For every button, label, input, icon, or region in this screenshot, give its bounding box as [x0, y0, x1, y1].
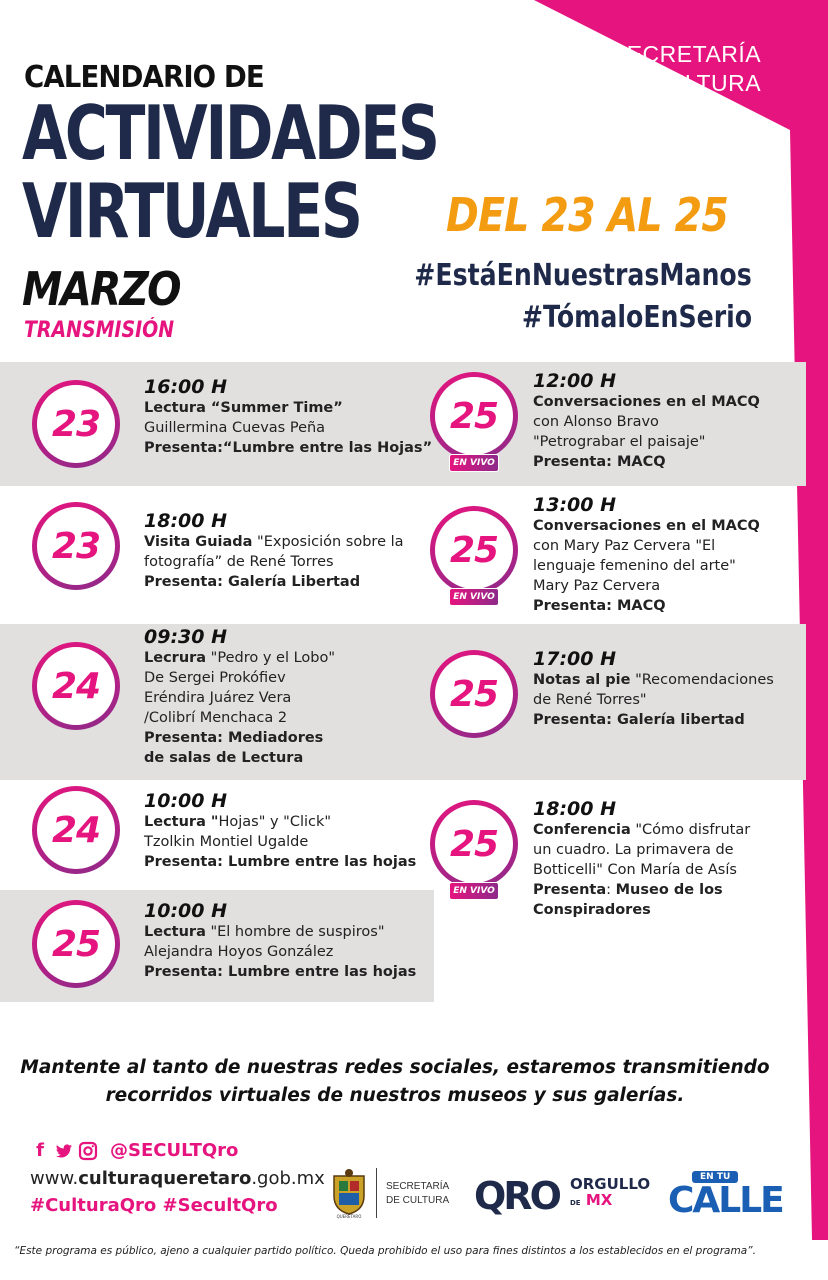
event-line-bold: Lecrura: [144, 650, 207, 666]
event-line: [144, 532, 404, 552]
event-details: [533, 370, 760, 472]
hashtag-esta-en-nuestras-manos: #EstáEnNuestrasManos: [414, 258, 752, 293]
sec-logo-line1: SECRETARÍA: [386, 1181, 450, 1192]
event-line: [533, 860, 750, 880]
event-line-bold: Lectura: [144, 924, 206, 940]
event-line: [533, 690, 774, 710]
event-line-text: Botticelli" Con María de Asís: [533, 862, 737, 878]
event-line: [144, 418, 432, 438]
event-line-text: :: [606, 882, 616, 898]
event-line-bold: Presenta: Galería Libertad: [144, 574, 361, 590]
event-line: [144, 922, 416, 942]
secretaria-line1: SECRETARÍA: [610, 41, 762, 67]
event-line: [144, 398, 432, 418]
event-line-text: Alejandra Hoyos González: [144, 944, 334, 960]
event-line-bold: Conversaciones en el MACQ: [533, 518, 760, 534]
day-circle: [32, 786, 120, 874]
message-line1: Mantente al tanto de nuestras redes sociales, estaremos transmitiendo: [20, 1057, 770, 1078]
event-line-text: "Cómo disfrutar: [630, 822, 751, 838]
event-line: [533, 392, 760, 412]
day-circle: [32, 502, 120, 590]
event-line: [533, 412, 760, 432]
transmission-label: TRANSMISIÓN: [24, 318, 175, 343]
live-badge: EN VIVO: [449, 882, 499, 900]
orgullo-mx: MX: [585, 1191, 613, 1209]
event-line: [533, 820, 750, 840]
social-handle[interactable]: @SECULTQro: [110, 1140, 239, 1161]
event-line-bold: de salas de Lectura: [144, 750, 304, 766]
event-line: [144, 832, 416, 852]
event-line-bold: Conspiradores: [533, 902, 651, 918]
event-line-text: Mary Paz Cervera: [533, 578, 661, 594]
event-details: [144, 790, 416, 872]
event-line: [533, 556, 760, 576]
day-number: 25: [37, 905, 115, 983]
event-line: [144, 728, 335, 748]
event-line: [533, 432, 760, 452]
event-time: 17:00 H: [533, 648, 616, 670]
event-line-bold-extra: Museo de los: [615, 882, 723, 898]
event-details: [144, 626, 335, 768]
event-details: [144, 376, 432, 458]
day-number: 25: [435, 377, 513, 455]
url-prefix: www.: [30, 1168, 79, 1189]
logo-divider: [376, 1168, 377, 1218]
day-number: 23: [37, 385, 115, 463]
event-line-text: De Sergei Prokófiev: [144, 670, 286, 686]
event-line-text: Hojas" y "Click": [218, 814, 332, 830]
day-number: 25: [435, 511, 513, 589]
event-line-text: lenguaje femenino del arte": [533, 558, 736, 574]
secretaria-cultura-header: [596, 40, 776, 98]
event-details: [144, 900, 416, 982]
event-line-text: /Colibrí Menchaca 2: [144, 710, 288, 726]
event-line-bold: Presenta: Mediadores: [144, 730, 324, 746]
event-line-bold: Conferencia: [533, 822, 631, 838]
event-line: [144, 812, 416, 832]
event-time: 16:00 H: [144, 376, 227, 398]
social-media-message: [0, 1054, 790, 1110]
event-line: [144, 962, 416, 982]
event-line-text: con Alonso Bravo: [533, 414, 659, 430]
day-circle: [32, 380, 120, 468]
day-circle: [430, 800, 518, 888]
twitter-icon[interactable]: [54, 1141, 74, 1161]
event-time: 18:00 H: [144, 510, 227, 532]
event-line: [533, 596, 760, 616]
event-line-text: "Recomendaciones: [630, 672, 774, 688]
event-time: 12:00 H: [533, 370, 616, 392]
day-number: 25: [435, 805, 513, 883]
live-badge: EN VIVO: [449, 454, 499, 472]
event-line-text: Tzolkin Montiel Ugalde: [144, 834, 309, 850]
event-time: 18:00 H: [533, 798, 616, 820]
orgullo-mx-logo: [570, 1176, 650, 1211]
event-line: [144, 942, 416, 962]
event-line-bold: Presenta: MACQ: [533, 598, 666, 614]
event-line: [533, 516, 760, 536]
event-details: [533, 494, 760, 616]
event-line-text: "Petrograbar el paisaje": [533, 434, 706, 450]
event-line-bold: Presenta: Lumbre entre las hojas: [144, 964, 417, 980]
event-line: [533, 840, 750, 860]
sec-logo-line2: DE CULTURA: [386, 1195, 450, 1206]
event-time: 10:00 H: [144, 900, 227, 922]
orgullo-word: ORGULLO: [570, 1175, 651, 1193]
title-small: CALENDARIO DE: [24, 60, 264, 95]
event-line: [144, 438, 432, 458]
event-time: 13:00 H: [533, 494, 616, 516]
event-line: [533, 710, 774, 730]
day-circle: [430, 650, 518, 738]
event-line: [144, 852, 416, 872]
orgullo-de: DE: [570, 1199, 581, 1207]
event-line-text: "Pedro y el Lobo": [206, 650, 336, 666]
calle-logo-word: CALLE: [668, 1180, 783, 1221]
day-circle: [430, 506, 518, 594]
qro-logo-word: QRO: [474, 1174, 559, 1218]
url-suffix: .gob.mx: [251, 1168, 325, 1189]
event-line: [144, 552, 404, 572]
event-line-text: Guillermina Cuevas Peña: [144, 420, 326, 436]
website-url[interactable]: [30, 1168, 325, 1189]
event-line-text: un cuadro. La primavera de: [533, 842, 734, 858]
legal-disclaimer: “Este programa es público, ajeno a cualquier partido político. Queda prohibido el uso para fines distintos a los establecidos en el programa”.: [14, 1245, 756, 1257]
event-details: [533, 798, 750, 920]
event-time: 09:30 H: [144, 626, 227, 648]
title-big-virtuales: VIRTUALES: [22, 167, 361, 255]
social-links: [30, 1140, 238, 1161]
queretaro-crest-logo: [328, 1168, 370, 1216]
event-line-bold: Lectura “Summer Time”: [144, 400, 343, 416]
event-line-text: Eréndira Juárez Vera: [144, 690, 292, 706]
event-line-bold: Presenta: Galería libertad: [533, 712, 745, 728]
event-line: [533, 576, 760, 596]
event-line-bold: Lectura ": [144, 814, 219, 830]
event-line-bold: Presenta:“Lumbre entre las Hojas”: [144, 440, 433, 456]
date-range: DEL 23 AL 25: [446, 188, 728, 242]
event-line-bold: Visita Guiada: [144, 534, 253, 550]
secretaria-logo-text: [386, 1180, 449, 1208]
en-tu-label: EN TU: [692, 1171, 738, 1183]
url-domain: culturaqueretaro: [78, 1168, 252, 1189]
event-line-text: "El hombre de suspiros": [205, 924, 385, 940]
hashtag-tomalo-en-serio: #TómaloEnSerio: [521, 300, 752, 335]
event-time: 10:00 H: [144, 790, 227, 812]
footer-hashtags: #CulturaQro #SecultQro: [30, 1195, 278, 1216]
day-number: 24: [37, 647, 115, 725]
day-number: 24: [37, 791, 115, 869]
title-big-actividades: ACTIVIDADES: [22, 89, 438, 177]
event-line: [533, 670, 774, 690]
event-line-bold: Conversaciones en el MACQ: [533, 394, 760, 410]
event-line: [144, 688, 335, 708]
instagram-icon[interactable]: [78, 1141, 98, 1161]
event-line-bold: Notas al pie: [533, 672, 631, 688]
live-badge: EN VIVO: [449, 588, 499, 606]
event-line-bold: Presenta: MACQ: [533, 454, 666, 470]
day-circle: [32, 900, 120, 988]
month-label: MARZO: [22, 262, 180, 316]
event-line: [144, 748, 335, 768]
event-details: [144, 510, 404, 592]
event-line: [533, 880, 750, 900]
event-line: [144, 668, 335, 688]
message-line2: recorridos virtuales de nuestros museos y sus galerías.: [105, 1085, 685, 1106]
event-line-text: de René Torres": [533, 692, 647, 708]
event-line: [533, 900, 750, 920]
secretaria-line2: DE CULTURA: [610, 70, 762, 96]
day-circle: [32, 642, 120, 730]
event-line-text: fotografía” de René Torres: [144, 554, 334, 570]
day-number: 23: [37, 507, 115, 585]
event-line: [144, 708, 335, 728]
event-line: [533, 452, 760, 472]
event-line-bold: Presenta: Lumbre entre las hojas: [144, 854, 417, 870]
event-line: [533, 536, 760, 556]
day-circle: [430, 372, 518, 460]
event-line: [144, 648, 335, 668]
queretaro-crest-caption: QUERÉTARO: [336, 1214, 362, 1219]
event-line-text: con Mary Paz Cervera "El: [533, 538, 716, 554]
event-line-text: "Exposición sobre la: [252, 534, 404, 550]
day-number: 25: [435, 655, 513, 733]
event-line: [144, 572, 404, 592]
facebook-icon[interactable]: f: [36, 1140, 44, 1161]
event-details: [533, 648, 774, 730]
event-line-bold: Presenta: [533, 882, 607, 898]
